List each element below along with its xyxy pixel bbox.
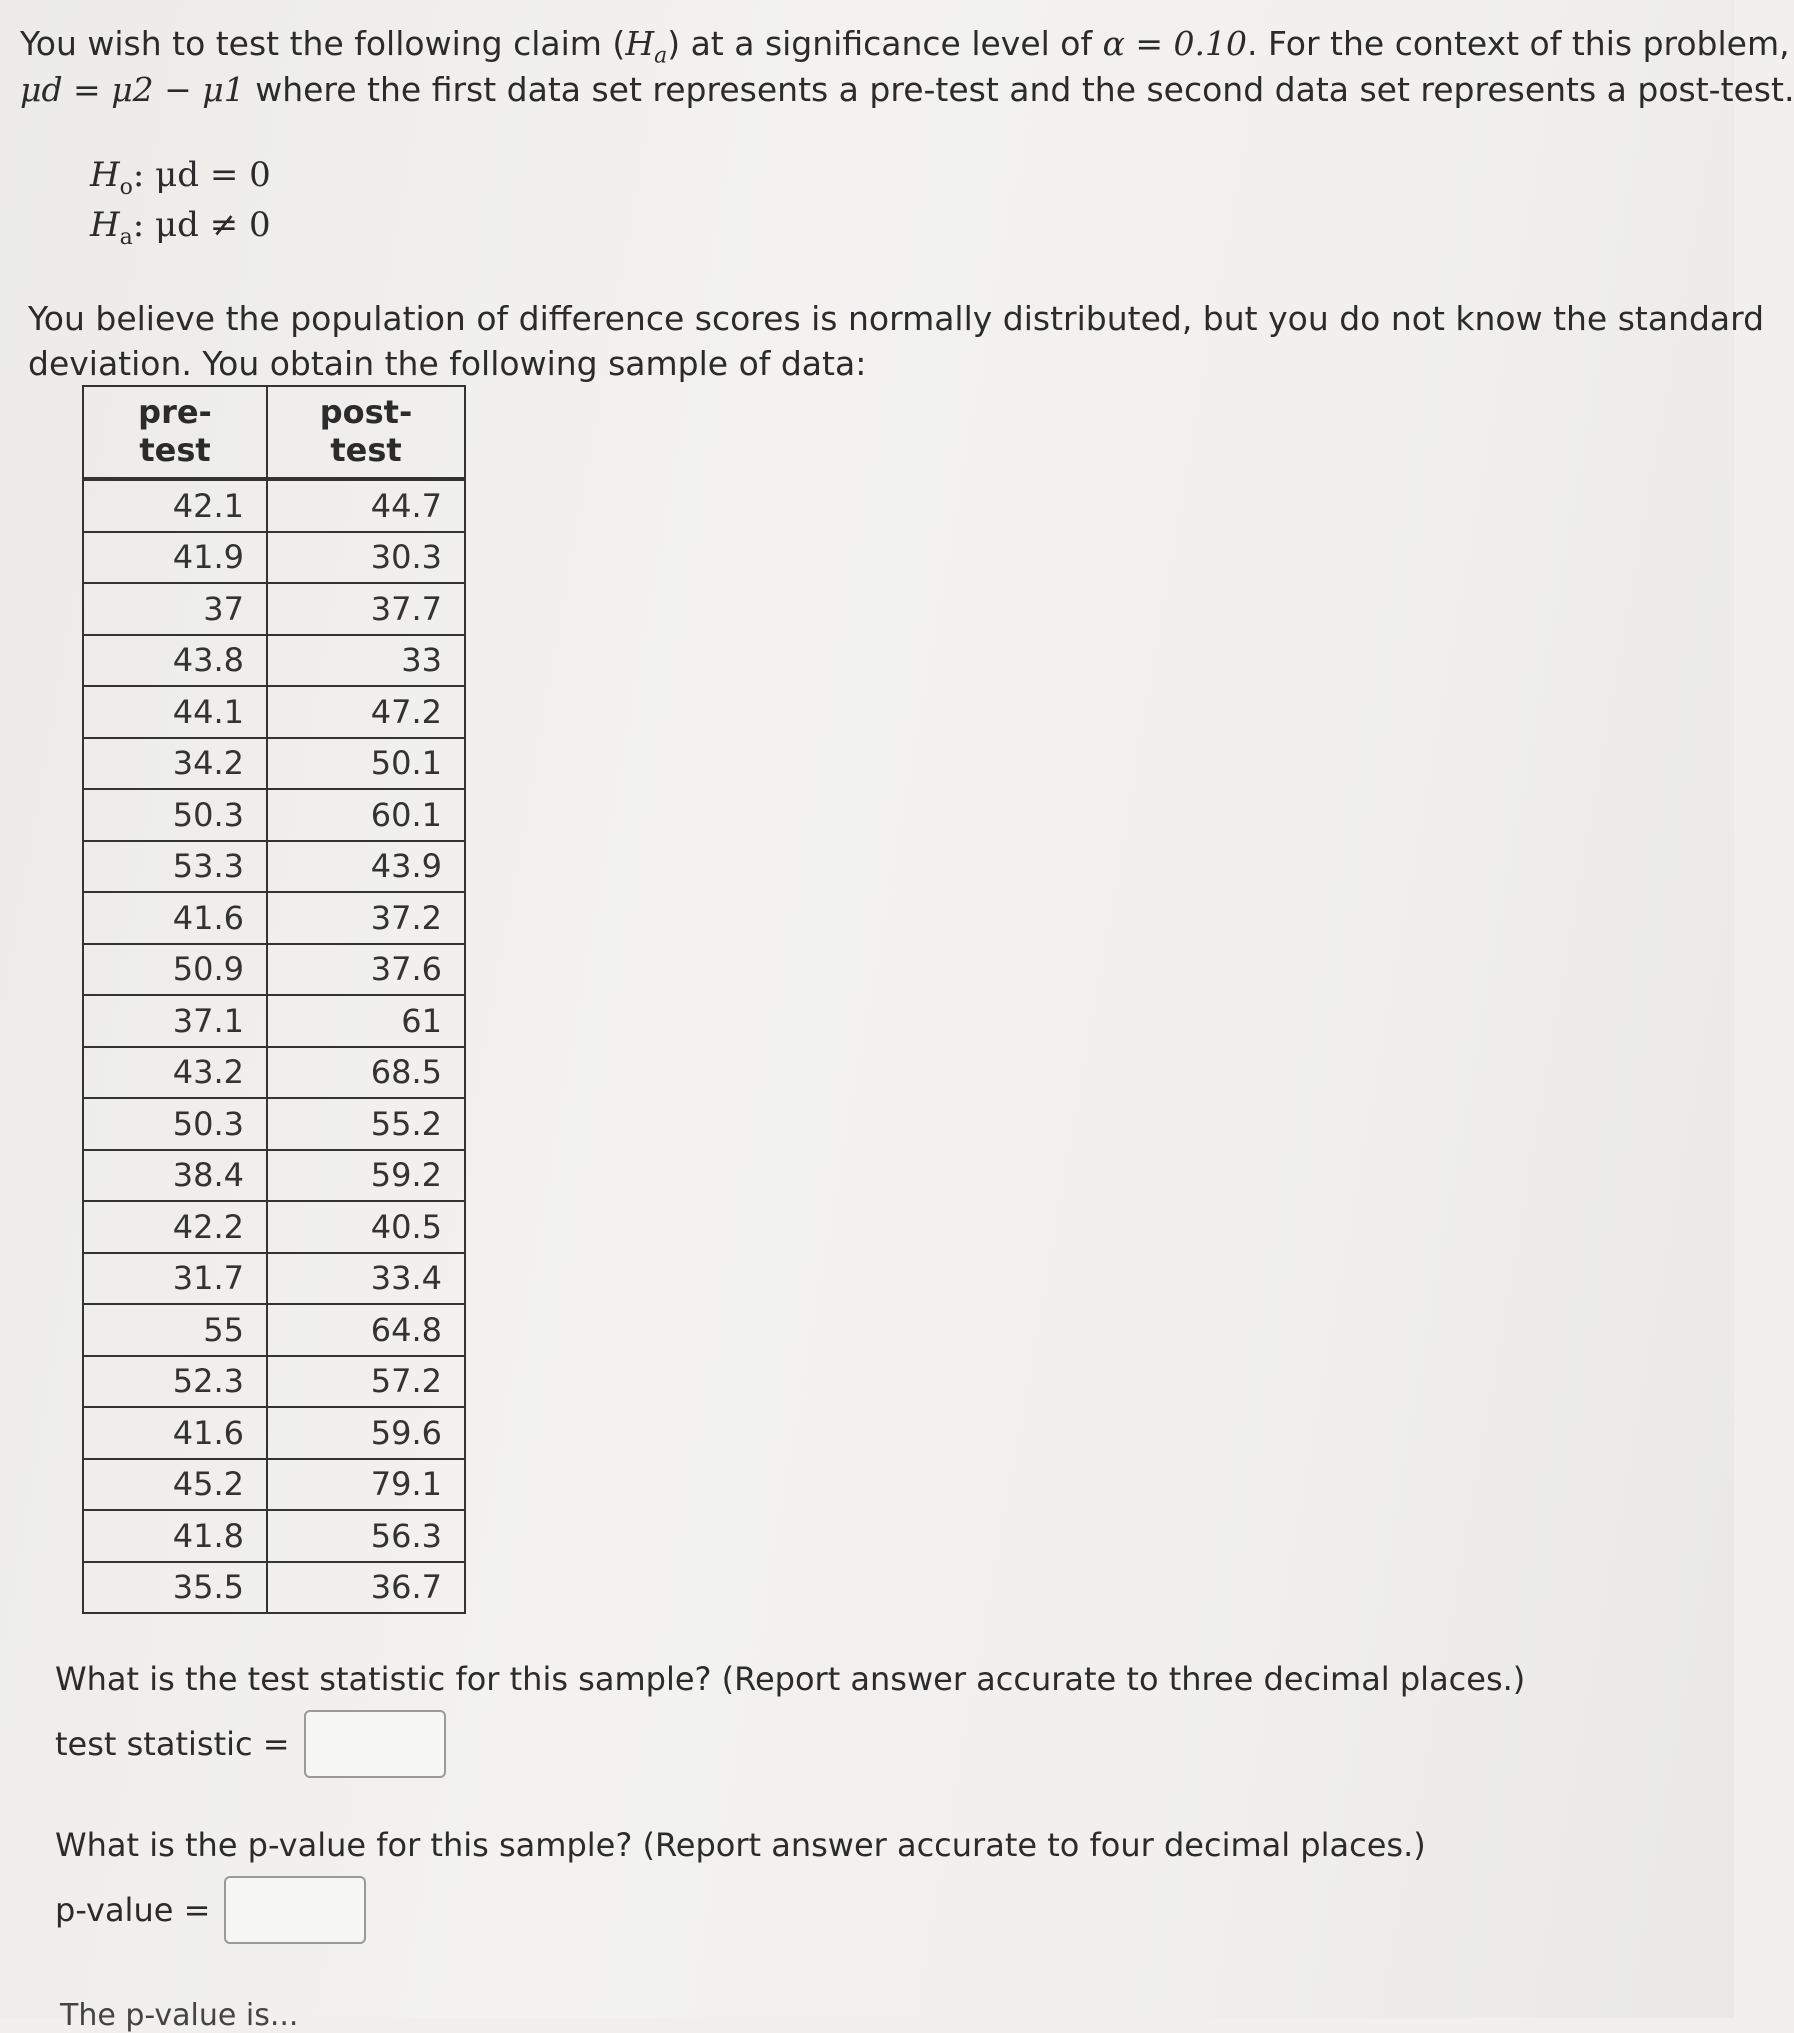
post-test-cell: 64.8 [267,1304,465,1356]
post-test-cell: 30.3 [267,532,465,584]
table-row [83,841,465,893]
post-test-cell: 44.7 [267,479,465,532]
pre-test-cell: 55 [83,1304,267,1356]
table-row [83,738,465,790]
pre-test-cell: 50.3 [83,1098,267,1150]
table-row [83,944,465,996]
p-value-input[interactable] [224,1876,366,1944]
intro-line-2 [20,68,1794,112]
p-value-question: What is the p-value for this sample? (Report answer accurate to four decimal places.) [55,1826,1426,1864]
pre-test-cell: 43.2 [83,1047,267,1099]
test-statistic-question: What is the test statistic for this sample? (Report answer accurate to three decimal places.) [55,1660,1526,1698]
table-row [83,532,465,584]
data-table [82,385,466,1614]
post-test-header: post-test [267,386,465,479]
table-row [83,892,465,944]
p-value-conclusion-cutoff: The p-value is... [60,1998,299,2033]
mu-d-definition: μd = μ2 − μ1 [20,70,245,109]
pre-test-cell: 38.4 [83,1150,267,1202]
post-test-cell: 57.2 [267,1356,465,1408]
pre-test-cell: 50.9 [83,944,267,996]
alternative-hypothesis: $H_a$: μd ≠ 0 [90,205,271,250]
pre-test-cell: 41.6 [83,1407,267,1459]
table-row [83,995,465,1047]
post-test-cell: 68.5 [267,1047,465,1099]
table-row [83,1304,465,1356]
p-value-row [55,1876,366,1944]
null-hypothesis: $H_o$: μd = 0 [90,155,271,200]
table-row [83,583,465,635]
belief-line-2: deviation. You obtain the following sample of data: [28,344,867,383]
post-test-cell: 37.7 [267,583,465,635]
post-test-cell: 33.4 [267,1253,465,1305]
post-test-cell: 37.2 [267,892,465,944]
post-test-cell: 59.2 [267,1150,465,1202]
table-header-row [83,386,465,479]
table-row [83,635,465,687]
pre-test-cell: 42.2 [83,1201,267,1253]
table-row [83,1098,465,1150]
ha-symbol: $H_a$ [625,24,668,69]
pre-test-cell: 53.3 [83,841,267,893]
post-test-cell: 60.1 [267,789,465,841]
post-test-cell: 79.1 [267,1459,465,1511]
belief-line-1: You believe the population of difference scores is normally distributed, but you do not know the standard [28,299,1765,338]
table-row [83,789,465,841]
table-row [83,1562,465,1614]
pre-test-cell: 41.8 [83,1510,267,1562]
post-test-cell: 40.5 [267,1201,465,1253]
intro-text-a: You wish to test the following claim ( [20,24,626,63]
pre-test-cell: 41.6 [83,892,267,944]
pre-test-cell: 35.5 [83,1562,267,1614]
pre-test-cell: 42.1 [83,479,267,532]
alpha-value: α = 0.10 [1102,24,1248,63]
pre-test-cell: 52.3 [83,1356,267,1408]
post-test-cell: 56.3 [267,1510,465,1562]
table-row [83,1047,465,1099]
pre-test-cell: 41.9 [83,532,267,584]
pre-test-cell: 37 [83,583,267,635]
post-test-cell: 33 [267,635,465,687]
pre-test-cell: 50.3 [83,789,267,841]
test-statistic-label: test statistic = [55,1725,290,1763]
table-row [83,686,465,738]
pre-test-cell: 45.2 [83,1459,267,1511]
pre-test-cell: 43.8 [83,635,267,687]
table-body [83,479,465,1613]
table-row [83,1459,465,1511]
post-test-cell: 59.6 [267,1407,465,1459]
pre-test-cell: 34.2 [83,738,267,790]
post-test-cell: 47.2 [267,686,465,738]
post-test-cell: 36.7 [267,1562,465,1614]
pre-test-header: pre-test [83,386,267,479]
post-test-cell: 43.9 [267,841,465,893]
table-row [83,1150,465,1202]
table-row [83,1253,465,1305]
table-row [83,479,465,532]
table-row [83,1510,465,1562]
post-test-cell: 55.2 [267,1098,465,1150]
post-test-cell: 37.6 [267,944,465,996]
pre-test-cell: 31.7 [83,1253,267,1305]
intro-text-c: . For the context of this problem, [1247,24,1790,63]
pre-test-cell: 37.1 [83,995,267,1047]
table-row [83,1407,465,1459]
post-test-cell: 61 [267,995,465,1047]
pre-test-cell: 44.1 [83,686,267,738]
intro-text-b: ) at a significance level of [667,24,1103,63]
table-row [83,1356,465,1408]
p-value-label: p-value = [55,1891,211,1929]
post-test-cell: 50.1 [267,738,465,790]
intro-line-2-text: where the first data set represents a pre-test and the second data set represents a post-test. [244,70,1794,109]
test-statistic-input[interactable] [304,1710,446,1778]
table-row [83,1201,465,1253]
test-statistic-row [55,1710,446,1778]
